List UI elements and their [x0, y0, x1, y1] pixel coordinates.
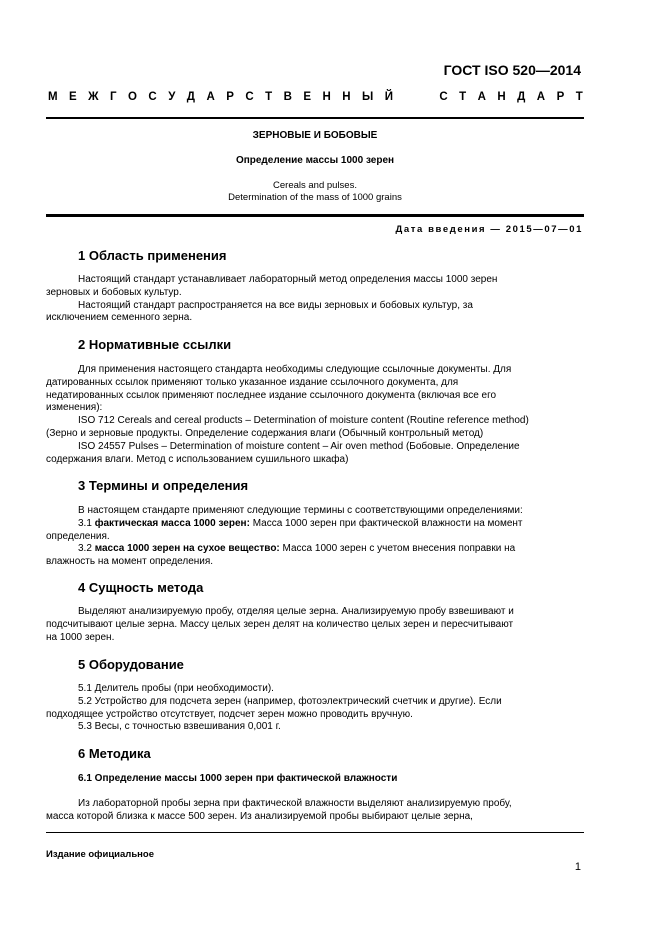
- interstate-letter: А: [477, 91, 486, 103]
- interstate-letter: С: [148, 91, 157, 103]
- interstate-letter: В: [283, 91, 292, 103]
- section-2-heading: 2 Нормативные ссылки: [78, 337, 232, 352]
- interstate-letter: Р: [226, 91, 234, 103]
- standard-title: ЗЕРНОВЫЕ И БОБОВЫЕ: [252, 130, 378, 141]
- header-rule: [46, 117, 584, 119]
- interstate-letter: А: [536, 91, 546, 103]
- interstate-letter: Д: [517, 91, 526, 103]
- interstate-letter: Ы: [362, 91, 374, 103]
- interstate-letter: Й: [384, 91, 393, 103]
- footer-rule: [46, 832, 584, 833]
- interstate-letter: Е: [69, 91, 77, 103]
- subsection-6-1-heading: 6.1 Определение массы 1000 зерен при фактической влажности: [78, 773, 398, 784]
- interstate-letter: [404, 91, 410, 103]
- interstate-standard-banner: [48, 91, 583, 103]
- standard-subtitle: Определение массы 1000 зерен: [235, 155, 395, 166]
- title-rule: [46, 214, 584, 217]
- interstate-letter: [422, 91, 428, 103]
- interstate-letter: Ж: [88, 91, 99, 103]
- section-3-heading: 3 Термины и определения: [78, 478, 249, 493]
- section-5-body: 5.1 Делитель пробы (при необходимости). 5.2 Устройство для подсчета зерен (например, фотоэлектрический счетчик и другие). Если подходящее устройство отсутствует, подсчет зерен можно проводить вручную. 5.3 Весы, с точностью взвешивания 0,001 г.: [46, 683, 502, 733]
- section-6-heading: 6 Методика: [78, 746, 151, 761]
- section-5-heading: 5 Оборудование: [78, 657, 184, 672]
- interstate-letter: Е: [303, 91, 312, 103]
- interstate-letter: Т: [575, 91, 583, 103]
- interstate-letter: Н: [497, 91, 506, 103]
- section-4-heading: 4 Сущность метода: [78, 580, 204, 595]
- section-6-body: Из лабораторной пробы зерна при фактической влажности выделяют анализируемую пробу, масса которой близка к массе 500 зерен. Из анализируемой пробы выбирают целые зерна,: [46, 798, 512, 822]
- term-3-1: фактическая масса 1000 зерен:: [94, 517, 250, 529]
- interstate-letter: С: [245, 91, 254, 103]
- standard-title-english: Cereals and pulses. Determination of the mass of 1000 grains: [228, 180, 402, 203]
- interstate-letter: Т: [459, 91, 467, 103]
- document-id: ГОСТ ISO 520—2014: [443, 62, 581, 78]
- interstate-letter: Р: [556, 91, 565, 103]
- term-3-2: масса 1000 зерен на сухое вещество:: [94, 543, 280, 555]
- interstate-letter: Г: [110, 91, 117, 103]
- section-3-body: В настоящем стандарте применяют следующие термины с соответствующими определениями: 3.1 фактическая масса 1000 зерен: Масса 1000 зерен при фактической влажности на момент определения. 3.2 масса 1000 зерен на сухое вещество: Масса 1000 зерен с учетом внесения поправки на влажность на момент определения.: [46, 505, 523, 568]
- interstate-letter: О: [128, 91, 137, 103]
- page-number: 1: [574, 861, 581, 873]
- official-edition-note: Издание официальное: [46, 849, 154, 860]
- section-1-body: Настоящий стандарт устанавливает лабораторный метод определения массы 1000 зерен зерновых и бобовых культур. Настоящий стандарт распространяется на все виды зерновых и бобовых культур, за исключением семенного зерна.: [46, 274, 498, 324]
- introduction-date: Дата введения — 2015—07—01: [395, 224, 583, 235]
- interstate-letter: Н: [342, 91, 351, 103]
- interstate-letter: С: [439, 91, 448, 103]
- section-4-body: Выделяют анализируемую пробу, отделяя целые зерна. Анализируемую пробу взвешивают и подсчитывают целые зерна. Массу целых зерен делят на количество целых зерен и пересчитывают на 1000 зерен.: [46, 606, 514, 643]
- interstate-letter: Т: [265, 91, 273, 103]
- section-1-heading: 1 Область применения: [78, 248, 227, 263]
- interstate-letter: Д: [186, 91, 195, 103]
- interstate-letter: Н: [322, 91, 331, 103]
- interstate-letter: М: [48, 91, 58, 103]
- interstate-letter: А: [206, 91, 215, 103]
- interstate-letter: У: [168, 91, 176, 103]
- section-2-body: Для применения настоящего стандарта необходимы следующие ссылочные документы. Для датированных ссылок применяют только указанное издание ссылочного документа, для недатированных ссылок применяют последнее издание ссылочного документа (включая все его изменения): ISO 712 Cereals and cereal products – Determination of moisture content (Routine reference method) (Зерно и зерновые продукты. Определение содержания влаги (Обычный контрольный метод) ISO 24557 Pulses – Determination of moisture content – Air oven method (Бобовые. Определение содержания влаги. Метод с использованием сушильного шкафа): [46, 364, 529, 465]
